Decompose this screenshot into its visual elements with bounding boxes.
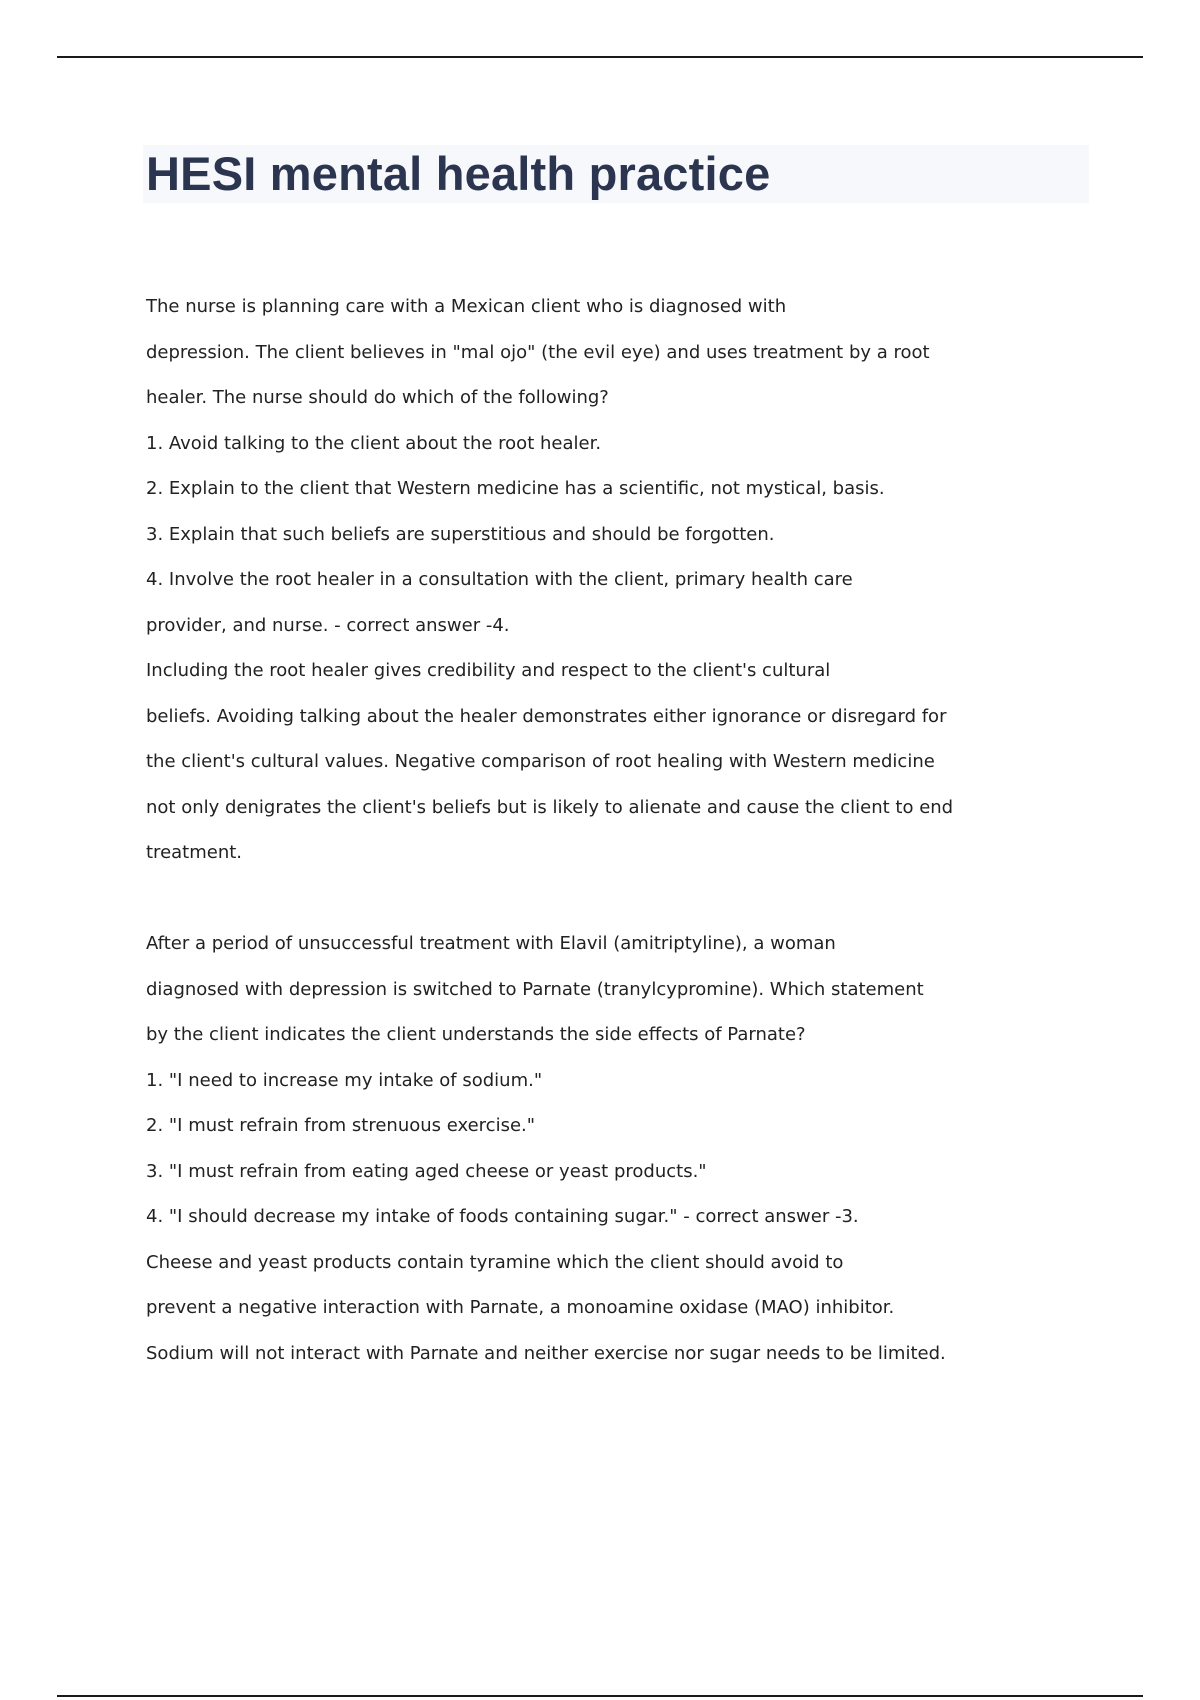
document-title: HESI mental health practice: [146, 147, 771, 200]
question-block-1: [146, 284, 986, 876]
header-rule: [57, 56, 1143, 58]
question-1-line: healer. The nurse should do which of the following?: [146, 387, 609, 408]
question-1-option-1: 1. Avoid talking to the client about the root healer.: [146, 432, 602, 454]
question-2-option-3: 3. "I must refrain from eating aged cheese or yeast products.": [146, 1160, 707, 1182]
question-1-option-4: 4. Involve the root healer in a consultation with the client, primary health care: [146, 569, 853, 590]
question-2-line: by the client indicates the client understands the side effects of Parnate?: [146, 1024, 806, 1045]
question-1-rationale: treatment.: [146, 842, 243, 863]
question-1-rationale: not only denigrates the client's beliefs but is likely to alienate and cause the client to end: [146, 796, 954, 818]
question-2-rationale: Sodium will not interact with Parnate and neither exercise nor sugar needs to be limited.: [146, 1342, 946, 1364]
question-2-option-1: 1. "I need to increase my intake of sodium.": [146, 1069, 543, 1091]
question-1-line: The nurse is planning care with a Mexican client who is diagnosed with: [146, 296, 787, 317]
question-1-line: depression. The client believes in "mal ojo" (the evil eye) and uses treatment by a root: [146, 341, 930, 363]
question-2-rationale: prevent a negative interaction with Parnate, a monoamine oxidase (MAO) inhibitor.: [146, 1297, 895, 1318]
question-1-answer: provider, and nurse. - correct answer -4.: [146, 614, 510, 636]
question-2-option-2: 2. "I must refrain from strenuous exercise.": [146, 1115, 536, 1136]
document-body: [146, 284, 986, 1376]
question-1-option-2: 2. Explain to the client that Western medicine has a scientific, not mystical, basis.: [146, 478, 885, 499]
footer-rule: [57, 1695, 1143, 1697]
question-block-2: [146, 921, 986, 1376]
question-1-rationale: beliefs. Avoiding talking about the healer demonstrates either ignorance or disregard for: [146, 705, 947, 727]
question-2-option-4-answer: 4. "I should decrease my intake of foods containing sugar." - correct answer -3.: [146, 1206, 859, 1227]
question-1-rationale: Including the root healer gives credibility and respect to the client's cultural: [146, 660, 831, 681]
question-1-option-3: 3. Explain that such beliefs are superstitious and should be forgotten.: [146, 523, 775, 545]
question-2-rationale: Cheese and yeast products contain tyramine which the client should avoid to: [146, 1251, 844, 1273]
question-2-line: diagnosed with depression is switched to Parnate (tranylcypromine). Which statement: [146, 978, 924, 1000]
question-2-line: After a period of unsuccessful treatment with Elavil (amitriptyline), a woman: [146, 933, 836, 954]
question-1-rationale: the client's cultural values. Negative comparison of root healing with Western medicine: [146, 751, 935, 772]
